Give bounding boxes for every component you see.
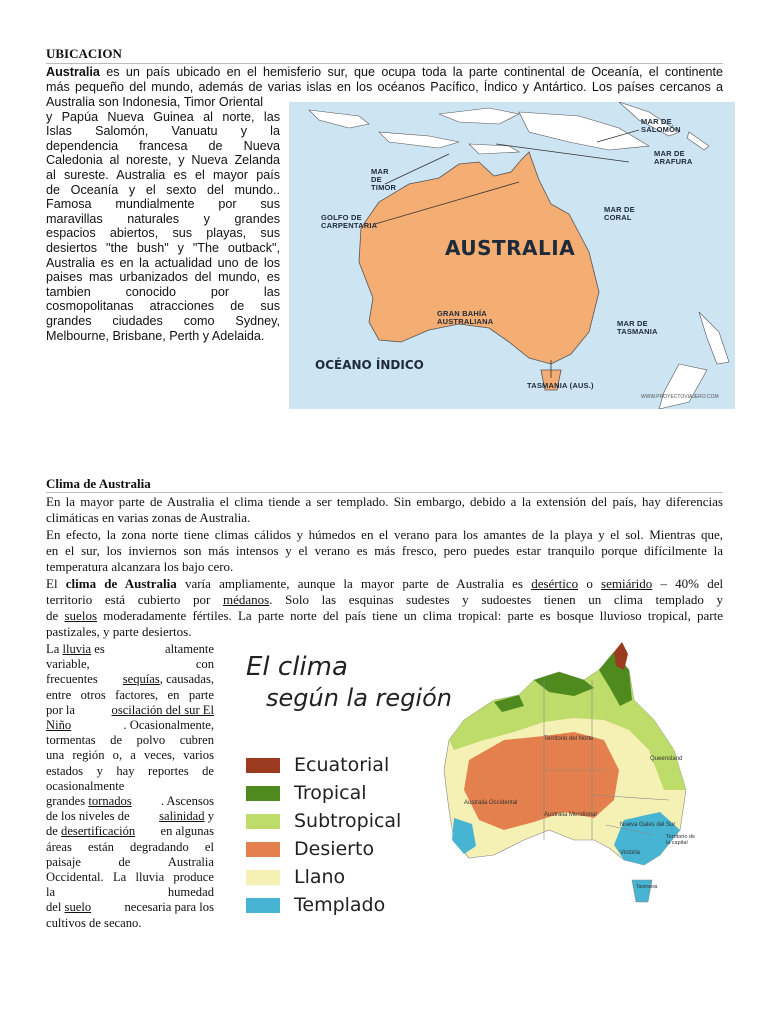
clima-p1-line: En la mayor parte de Australia el clima tiende a ser templado. Sin embargo, debido a la extensión del país, hay diferencias xyxy=(46,494,723,509)
p3-text: moderadamente fértiles. La parte norte del país tiene un clima tropical: parte es bosque lluvioso tropical, parte xyxy=(103,608,724,623)
rain-text: cultivos de secano. xyxy=(46,915,142,930)
clima-paragraph-3 xyxy=(46,576,723,640)
section-heading-clima: Clima de Australia xyxy=(46,476,151,491)
intro-wrapped-line: grandes ciudades como Sydney, xyxy=(46,313,280,328)
label-gran-bahia: GRAN BAHÍA AUSTRALIANA xyxy=(437,309,494,326)
rain-text: variable, xyxy=(46,657,90,672)
legend-item xyxy=(246,868,345,886)
legend-item xyxy=(246,756,389,774)
rain-text: ocasionalmente xyxy=(46,778,125,793)
intro-wrapped-line: y Papúa Nueva Guinea al norte, las xyxy=(46,109,280,124)
intro-wrapped-line: Melbourne, Brisbane, Perth y Adelaida. xyxy=(46,328,265,343)
link-suelos[interactable]: suelos xyxy=(64,608,97,623)
intro-line-2: más pequeño del mundo, además de varias islas en los océanos Pacífico, Índico y Antártico. Los países cercanos a xyxy=(46,80,723,94)
legend-item xyxy=(246,812,401,830)
label-mar-coral: MAR DE CORAL xyxy=(604,205,635,222)
intro-wrapped-line: espacios abiertos, sus playas, sus xyxy=(46,226,280,241)
p3-bold: clima de Australia xyxy=(65,576,177,591)
rain-text: tormentas de polvo cubren xyxy=(46,733,214,748)
link-oscilacion[interactable]: oscilación del sur El xyxy=(111,702,214,717)
intro-wrapped-line: de Oceanía y el sexto del mundo.. xyxy=(46,182,280,197)
rain-text: paisaje xyxy=(46,854,81,869)
intro-wrapped-line: tambien conocido por las xyxy=(46,284,280,299)
label-mar-arafura: MAR DE ARAFURA xyxy=(654,149,693,166)
link-lluvia[interactable]: lluvia xyxy=(62,642,92,656)
climate-map-title-1: El clima xyxy=(246,652,348,682)
rain-text: de xyxy=(46,824,58,839)
clima-p1-line: climáticas en varias zonas de Australia. xyxy=(46,510,251,525)
rain-text: necesaria para los xyxy=(124,900,214,915)
p3-text: El xyxy=(46,576,58,591)
region-tasmania: Tasmania xyxy=(636,884,658,890)
legend-swatch xyxy=(246,814,280,829)
rain-text: La xyxy=(46,642,60,656)
region-australia-meridional: Australia Meridional xyxy=(544,812,597,818)
australia-location-map xyxy=(289,102,735,409)
rain-text: y xyxy=(207,809,214,824)
region-queensland: Queensland xyxy=(650,756,683,762)
rain-text: , causadas, xyxy=(159,672,214,687)
clima-p2-line: en el sur, los inviernos son más intensos y el verano es más fresco, pero puedes estar tranquilo porque difícilmente la xyxy=(46,543,723,558)
link-desertico[interactable]: desértico xyxy=(531,576,579,591)
link-nino[interactable]: Niño xyxy=(46,718,72,733)
legend-item xyxy=(246,896,385,914)
intro-wrapped-line: Australia es en la actualidad uno de los xyxy=(46,255,280,270)
rain-text: entre otros factores, en parte xyxy=(46,687,214,702)
legend-label: Llano xyxy=(294,866,346,888)
intro-wrapped-line: Caledonia al noreste, y Nueva Zelanda xyxy=(46,153,280,168)
label-mar-salomon: MAR DE SALOMÓN xyxy=(641,117,681,134)
legend-swatch xyxy=(246,898,280,913)
label-mar-timor: MAR DE TIMOR xyxy=(371,167,397,192)
legend-swatch xyxy=(246,786,280,801)
legend-swatch xyxy=(246,758,280,773)
rain-text: con xyxy=(195,657,214,672)
region-victoria: Victoria xyxy=(620,850,640,856)
link-sequias[interactable]: sequías xyxy=(122,672,160,687)
p3-text: de xyxy=(46,608,59,623)
clima-p2-line: temperatura alcanzara los bajo cero. xyxy=(46,559,234,574)
legend-label: Ecuatorial xyxy=(294,754,390,776)
link-desertificacion[interactable]: desertificación xyxy=(61,824,136,839)
intro-wrapped-line: desiertos "the bush" y "The outback", xyxy=(46,240,280,255)
label-tasmania: TASMANIA (AUS.) xyxy=(527,381,594,390)
section-heading-ubicacion: UBICACION xyxy=(46,46,122,61)
rain-text: Australia xyxy=(167,854,214,869)
label-oceano-indico: OCÉANO ÍNDICO xyxy=(315,358,424,372)
clima-paragraph-1 xyxy=(46,494,723,526)
rain-text: de xyxy=(118,854,131,869)
intro-wrapped-line: cosmopolitanas atracciones de sus xyxy=(46,299,280,314)
legend-swatch xyxy=(246,842,280,857)
climate-map-title-2: según la región xyxy=(266,684,452,712)
rain-text: en algunas xyxy=(160,824,214,839)
legend-label: Desierto xyxy=(294,838,375,860)
map-title-australia: AUSTRALIA xyxy=(445,236,576,260)
rain-text: una región o, a veces, varios xyxy=(46,748,214,763)
rain-text: la xyxy=(46,885,56,900)
intro-wrapped-line: maravillas naturales y grandes xyxy=(46,211,280,226)
intro-wrapped-line: Islas Salomón, Vanuatu y la xyxy=(46,124,280,139)
intro-wrapped-line: dependencia francesa de Nueva xyxy=(46,138,280,153)
p3-text: – 40% del xyxy=(660,576,724,591)
rain-text: del xyxy=(46,900,62,915)
region-territorio-capital: Territorio de la capital xyxy=(666,834,696,846)
p3-text: . Solo las esquinas sudestes y sudoestes tienen un clima templado y xyxy=(269,592,723,607)
region-nueva-gales: Nueva Gales del Sur xyxy=(620,822,676,828)
clima-paragraph-2 xyxy=(46,527,723,575)
link-suelo[interactable]: suelo xyxy=(64,900,92,915)
rain-text: de los niveles de xyxy=(46,809,130,824)
heading-rule-2 xyxy=(46,492,723,493)
rain-text: es xyxy=(94,642,105,656)
rain-text: altamente xyxy=(165,642,214,656)
rain-text: . Ocasionalmente, xyxy=(123,718,214,733)
link-medanos[interactable]: médanos xyxy=(223,592,270,607)
rain-text: por la xyxy=(46,702,76,717)
intro-wrapped-line: Famosa mundialmente por sus xyxy=(46,197,280,212)
intro-line-1 xyxy=(46,65,723,80)
link-tornados[interactable]: tornados xyxy=(88,794,132,809)
intro-wrapped-line: Australia son Indonesia, Timor Oriental xyxy=(46,95,263,109)
rain-text: frecuentes xyxy=(46,672,98,687)
legend-label: Tropical xyxy=(294,782,367,804)
legend-label: Templado xyxy=(294,894,386,916)
legend-item xyxy=(246,784,367,802)
intro-wrapped-line: al sureste. Australia es el mayor país xyxy=(46,167,280,182)
rain-text: humedad xyxy=(167,885,214,900)
rain-text: . Ascensos xyxy=(160,794,214,809)
p3-text: territorio está cubierto por xyxy=(46,592,211,607)
p3-text: o xyxy=(586,576,593,591)
rain-text: áreas están degradando el xyxy=(46,839,214,854)
p3-text: varía ampliamente, aunque la mayor parte de Australia es xyxy=(184,576,523,591)
climate-map-graphic xyxy=(424,640,700,920)
link-semiarido[interactable]: semiárido xyxy=(601,576,653,591)
rain-paragraph xyxy=(46,642,214,931)
p3-text: pastizales, y parte desiertos. xyxy=(46,624,192,639)
legend-label: Subtropical xyxy=(294,810,402,832)
link-salinidad[interactable]: salinidad xyxy=(159,809,205,824)
heading-rule xyxy=(46,63,723,64)
map-credit: WWW.PROYECTOVIAJERO.COM xyxy=(641,394,719,400)
legend-swatch xyxy=(246,870,280,885)
intro-wrapped-paragraph xyxy=(46,95,280,343)
rain-text: estados y hay reportes de xyxy=(46,763,214,778)
clima-p2-line: En efecto, la zona norte tiene climas cálidos y húmedos en el verano para los amantes de la playa y el sol. Mientras que, xyxy=(46,527,723,542)
intro-wrapped-line: paises mas urbanizados del mundo, es xyxy=(46,270,280,285)
label-mar-tasmania: MAR DE TASMANIA xyxy=(617,319,658,336)
rain-text: grandes xyxy=(46,794,86,809)
region-territorio-norte: Territorio del Norte xyxy=(544,736,594,742)
rain-text: Occidental. La lluvia produce xyxy=(46,870,214,885)
intro-bold-australia: Australia xyxy=(46,65,100,79)
region-australia-occidental: Australia Occidental xyxy=(464,800,518,806)
legend-item xyxy=(246,840,374,858)
label-golfo-carpentaria: GOLFO DE CARPENTARIA xyxy=(321,213,378,230)
climate-map xyxy=(232,640,700,920)
intro-text: es un país ubicado en el hemisferio sur, que ocupa toda la parte continental de Oceanía, el continente xyxy=(106,65,724,79)
